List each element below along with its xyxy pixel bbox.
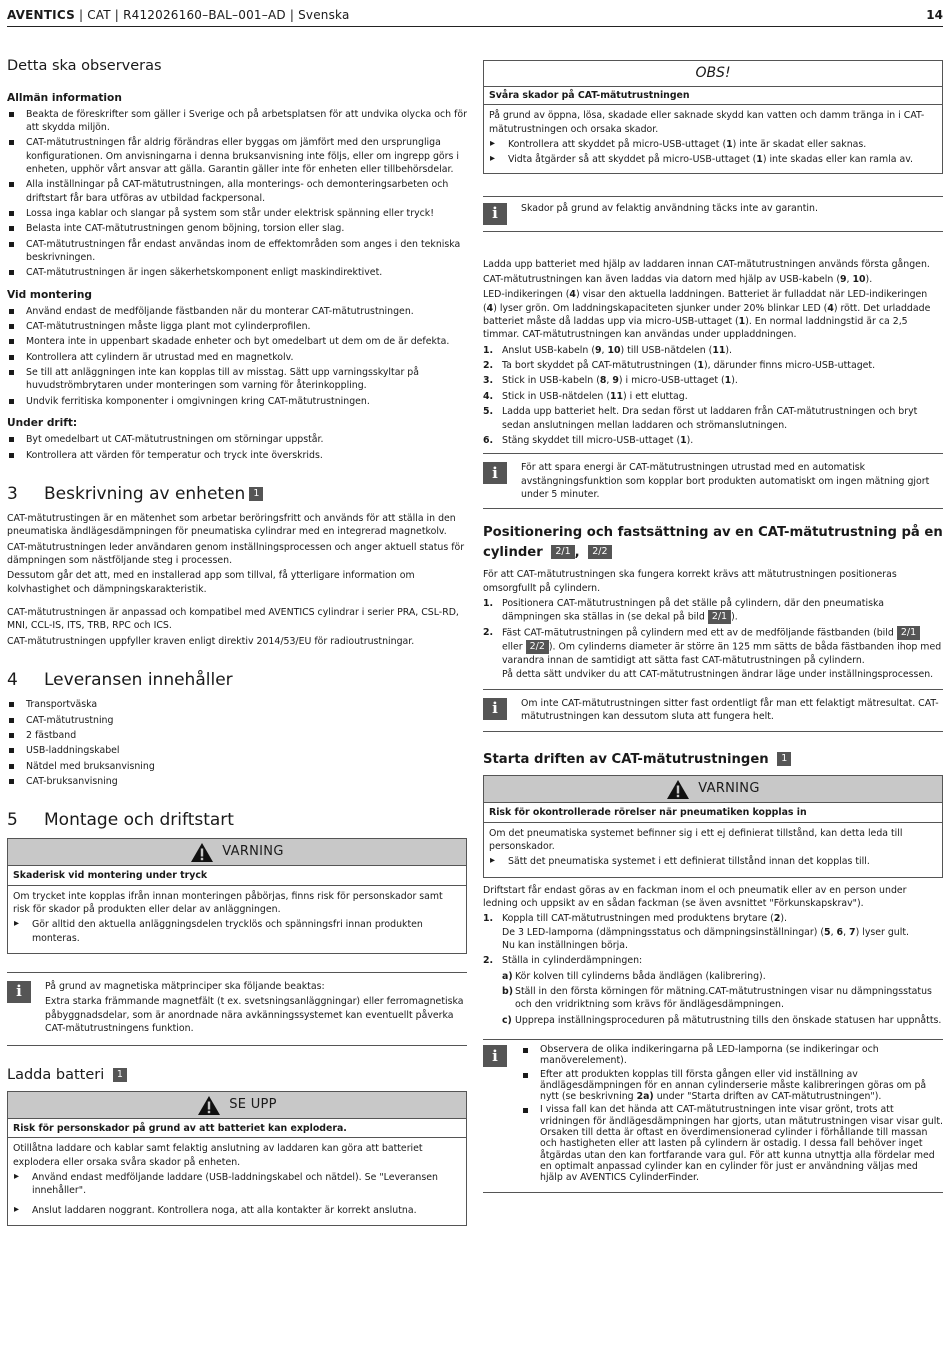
caution-body: [8, 1138, 466, 1225]
list-item: ▸ Gör alltid den aktuella anläggningsdelen trycklös och spänningsfri innan produkten monteras.: [13, 918, 461, 945]
list-item: CAT-mätutrustningen får aldrig förändras eller byggas om jämfört med den ursprungliga konfigurationen. Om anvisningarna i denna bruksanvisning inte följs, eller om ingrepp görs i enheten, upphör vårt ansvar att gälla. Garantin gäller inte för enheten eller tillbehörsdelar.: [7, 136, 467, 176]
caution-subtitle: Risk för personskador på grund av att batteriet kan explodera.: [8, 1119, 466, 1138]
warning-triangle-icon: [197, 1095, 221, 1116]
warning-title: VARNING: [222, 844, 284, 860]
info-icon: i: [483, 1045, 507, 1067]
warning-subtitle: Skaderisk vid montering under tryck: [8, 866, 466, 885]
list-item: Efter att produkten kopplas till första gången eller vid inställning av ändlägesdämpningen för en annan cylinderserie måste kalibreringen göras om på nytt (se beskrivning 2a) under "Starta driften av CAT-mätutrustningen").: [521, 1069, 943, 1103]
list-item: 3. Stick in USB-kabeln (8, 9) i micro-USB-uttaget (1).: [483, 375, 738, 387]
section-heading: Positionering och fastsättning av en CAT-mätutrustning på en cylinder: [483, 525, 943, 560]
caution-title-bar: [8, 1092, 466, 1119]
warning-box-start: [483, 775, 943, 877]
warning-box-mounting: [7, 838, 467, 954]
list-item: Observera de olika indikeringarna på LED-lamporna (se indikeringar och manöverelement).: [521, 1044, 943, 1067]
warning-triangle-icon: [190, 842, 214, 863]
general-info-list: [7, 108, 467, 280]
paragraph: CAT-mätutrustningen uppfyller kraven enligt direktiv 2014/53/EU för radioutrustningar.: [7, 635, 415, 647]
info-icon: i: [7, 981, 31, 1003]
separator: ,: [574, 544, 580, 560]
list-item: 6. Stäng skyddet till micro-USB-uttaget (1).: [483, 434, 694, 446]
list-item: 2 fästband: [7, 729, 467, 742]
figure-badge: 2/2: [588, 545, 611, 559]
paragraph: På grund av magnetiska mätprinciper ska följande beaktas:: [45, 981, 325, 993]
paragraph: CAT-mätutrustningen kan även laddas via datorn med hjälp av USB-kabeln (9, 10).: [483, 274, 873, 286]
charge-battery-title: [7, 1066, 467, 1086]
list-item: Undvik ferritiska komponenter i omgivningen kring CAT-mätutrustningen.: [7, 395, 467, 408]
notice-body: [484, 105, 942, 172]
note-list: [521, 1044, 943, 1183]
list-item: ▸ Anslut laddaren noggrant. Kontrollera noga, att alla kontakter är korrekt anslutna.: [13, 1204, 461, 1217]
warning-actions: [489, 855, 937, 868]
operation-list: [7, 433, 467, 462]
section-heading: Montage och driftstart: [44, 810, 234, 831]
note-text: [45, 980, 467, 1037]
figure-badge: 1: [113, 1068, 127, 1082]
list-item: CAT-mätutrustning: [7, 714, 467, 727]
section-number: 4: [7, 670, 18, 691]
delivery-list: [7, 698, 467, 788]
caution-box-battery: [7, 1091, 467, 1226]
notice-subtitle: Svåra skador på CAT-mätutrustningen: [484, 87, 942, 105]
figure-badge: 2/1: [708, 610, 731, 624]
paragraph: Dessutom går det att, med en installerad app som tillval, få ytterligare information om kolvhastighet och dämpningskarakteristik.: [7, 570, 415, 595]
info-note-energy: [483, 453, 943, 509]
note-text: [521, 1044, 943, 1185]
paragraph: LED-indikeringen (4) visar den aktuella laddningen. Batteriet är fulladdat när LED-indikeringen (4) lyser grön. Om laddningskapaciteten sjunker under 20% blinkar LED (4) rött. Det urladdade batteriet måste då laddas upp via micro-USB-uttaget (1). En normal laddningstid är ca 2,5 timmar. CAT-mätutrustningen kan användas under uppladdningen.: [483, 289, 931, 341]
section-heading: Ladda batteri: [7, 1066, 105, 1083]
paragraph: För att CAT-mätutrustningen ska fungera korrekt krävs att mätutrustningen positioneras omsorgfullt på cylindern.: [483, 569, 897, 594]
list-item: CAT-mätutrustningen måste ligga plant mot cylinderprofilen.: [7, 320, 467, 333]
figure-badge: 2/1: [551, 545, 574, 559]
warning-text: Om det pneumatiska systemet befinner sig i ett ej definierat tillstånd, kan detta leda till personskador.: [489, 827, 903, 852]
list-item: 1. Anslut USB-kabeln (9, 10) till USB-nätdelen (11).: [483, 344, 732, 356]
list-item: Se till att anläggningen inte kan kopplas till av misstag. Sätt upp varningsskyltar på huvudströmbrytaren under monteringen som varning för återinkoppling.: [7, 366, 467, 393]
info-note-magnetic: [7, 972, 467, 1045]
warning-text: Om trycket inte kopplas ifrån innan monteringen påbörjas, finns risk för personskador samt risk för skador på produkten eller delar av anläggningen.: [13, 890, 443, 916]
right-column: [483, 60, 943, 1203]
note-text: Om inte CAT-mätutrustningen sitter fast ordentligt får man ett felaktigt mätresultat. CAT-mätutrustningen kan dessutom sluta att fungera helt.: [521, 698, 939, 723]
figure-badge: 1: [249, 487, 263, 501]
header-brand: AVENTICS: [7, 8, 75, 22]
info-icon: i: [483, 203, 507, 225]
page-number: 14: [926, 8, 943, 22]
paragraph: Ladda upp batteriet med hjälp av laddaren innan CAT-mätutrustningen används första gången.: [483, 258, 930, 270]
list-item: c) Upprepa inställningsproceduren på mätutrustning tills den önskade statusen har uppnåtts.: [502, 1014, 942, 1026]
info-note-warranty: [483, 196, 943, 232]
list-item: Alla inställningar på CAT-mätutrustningen, alla monterings- och demonteringsarbeten och driftstart får bara utföras av utbildad fackpersonal.: [7, 178, 467, 205]
list-item: Beakta de föreskrifter som gäller i Sverige och på arbetsplatsen för att undvika olycka och för att skydda miljön.: [7, 108, 467, 135]
operation-title: Under drift:: [7, 417, 78, 430]
list-item: Använd endast de medföljande fästbanden när du monterar CAT-mätutrustningen.: [7, 305, 467, 318]
positioning-steps: [483, 597, 943, 681]
list-item: 5. Ladda upp batteriet helt. Dra sedan först ut laddaren från CAT-mätutrustningen och bryt sedan anslutningen mellan laddaren och strömanslutningen.: [483, 406, 918, 431]
list-item: 2. Fäst CAT-mätutrustningen på cylindern med ett av de medföljande fästbanden (bild 2/1 eller 2/2 ). Om cylinderns diameter är större än 125 mm sätts de båda fästbanden ihop med varandra innan de samtidigt att sätta fast CAT-mätutrustningen på cylindern. På detta sätt undviker du att CAT-mätutrustningen ändrar läge under inställningsprocessen.: [483, 627, 942, 680]
info-note-indications: [483, 1039, 943, 1193]
list-item: Kontrollera att värden för temperatur och tryck inte överskrids.: [7, 449, 467, 462]
warning-title-bar: [484, 776, 942, 803]
list-item: b) Ställ in den första körningen för mätning.CAT-mätutrustningen visar nu dämpningsstatus och den vridriktning som krävs för ändlägesdämpningen.: [502, 986, 932, 1011]
caution-title: SE UPP: [229, 1096, 277, 1112]
section-heading: Leveransen innehåller: [44, 670, 233, 691]
section-3-title: [7, 482, 467, 506]
left-column: [7, 56, 467, 1232]
warning-subtitle: Risk för okontrollerade rörelser när pneumatiken kopplas in: [484, 803, 942, 822]
header-doc-info: | CAT | R412026160–BAL–001–AD | Svenska: [74, 8, 350, 22]
list-item: 4. Stick in USB-nätdelen (11) i ett eluttag.: [483, 390, 688, 402]
list-item: 1. Koppla till CAT-mätutrustningen med produktens brytare (2). De 3 LED-lamporna (dämpningsstatus och dämpningsinställningar) (5, 6, 7) lyser gult. Nu kan inställningen börja.: [483, 913, 910, 951]
mounting-title: Vid montering: [7, 288, 93, 301]
warning-body: [484, 823, 942, 877]
list-item: Belasta inte CAT-mätutrustningen genom böjning, torsion eller slag.: [7, 222, 467, 235]
notice-box: [483, 60, 943, 174]
list-item: Nätdel med bruksanvisning: [7, 760, 467, 773]
list-item: 2. Ställa in cylinderdämpningen:: [483, 955, 643, 967]
warning-actions: [13, 918, 461, 945]
page-header: [7, 7, 943, 27]
section-title-observe: Detta ska observeras: [7, 58, 162, 74]
start-steps: [483, 912, 943, 967]
section-heading: Beskrivning av enheten: [44, 483, 246, 504]
section-4-title: [7, 668, 467, 692]
list-item: ▸ Sätt det pneumatiska systemet i ett definierat tillstånd innan det kopplas till.: [489, 855, 937, 868]
list-item: Lossa inga kablar och slangar på system som står under elektrisk spänning eller tryck!: [7, 207, 467, 220]
notice-text: På grund av öppna, lösa, skadade eller saknade skydd kan vatten och damm tränga in i CAT-mätutrustningen och orsaka skador.: [489, 110, 925, 135]
list-item: ▸ Vidta åtgärder så att skyddet på micro-USB-uttaget (1) inte skadas eller kan ramla av.: [489, 153, 937, 166]
paragraph: CAT-mätutrustingen är en mätenhet som arbetar beröringsfritt och används för att ställa in den pneumatiska ändlägesdämpningen för pneumatiska cylindrar med en integrerad magnetkolv.: [7, 513, 456, 538]
caution-actions: [13, 1171, 461, 1217]
list-item: I vissa fall kan det hända att CAT-mätutrustningen inte visar grönt, trots att vridningen för ändlägesdämpningen har gjorts, utan mätutrustningen visar visar gult. Orsaken till detta är oftast en överdimensionerad cylinder i förhållande till massan och hastigheten eller att lasten på cylindern är ostadig. I dessa fall behöver inget åtgärdas utan den kan fortfarande vara gul. För att kunna utnyttja alla fördelar med en optimalt anpassad cylinder kan en cylinder för just er användning väljas med hjälp av AVENTICS CylinderFinder.: [521, 1104, 943, 1183]
list-item: USB-laddningskabel: [7, 744, 467, 757]
charge-steps: [483, 344, 943, 447]
note-text: Skador på grund av felaktig användning täcks inte av garantin.: [521, 202, 818, 214]
mounting-list: [7, 305, 467, 408]
list-item: Montera inte in uppenbart skadade enheter och byt omedelbart ut dem om de är defekta.: [7, 335, 467, 348]
general-info-title: Allmän information: [7, 91, 122, 104]
section-number: 5: [7, 810, 18, 831]
list-item: CAT-mätutrustningen får endast användas inom de effektområden som anges i den tekniska beskrivningen.: [7, 238, 467, 265]
list-item: a) Kör kolven till cylinderns båda ändlägen (kalibrering).: [502, 970, 766, 982]
list-item: Kontrollera att cylindern är utrustad med en magnetkolv.: [7, 351, 467, 364]
list-item: CAT-bruksanvisning: [7, 775, 467, 788]
positioning-title: [483, 523, 943, 562]
list-item: CAT-mätutrustningen är ingen säkerhetskomponent enligt maskindirektivet.: [7, 266, 467, 279]
warning-triangle-icon: [666, 779, 690, 800]
notice-actions: [489, 138, 937, 167]
paragraph: CAT-mätutrustningen är anpassad och kompatibel med AVENTICS cylindrar i serier PRA, CSL-RD, MNI, CCL-IS, ITS, TRB, RPC och ICS.: [7, 607, 459, 632]
note-text: För att spara energi är CAT-mätutrustningen utrustad med en automatisk avstängningsfunktion som kopplar bort produkten automatiskt om ingen mätning gjort under 5 minuter.: [521, 462, 930, 500]
figure-badge: 2/1: [897, 626, 920, 640]
warning-title-bar: [8, 839, 466, 866]
warning-body: [8, 886, 466, 953]
warning-title: VARNING: [698, 780, 760, 796]
figure-badge: 2/2: [526, 640, 549, 654]
start-substeps: [502, 970, 943, 1027]
figure-badge: 1: [777, 752, 791, 766]
section-5-title: [7, 808, 467, 832]
section-heading: Starta driften av CAT-mätutrustningen: [483, 751, 769, 767]
info-icon: i: [483, 698, 507, 720]
list-item: Byt omedelbart ut CAT-mätutrustningen om störningar uppstår.: [7, 433, 467, 446]
list-item: 1. Positionera CAT-mätutrustningen på det ställe på cylindern, där den pneumatiska dämpningen ska ställas in (se dekal på bild 2/1 ).: [483, 597, 884, 623]
notice-title: OBS!: [484, 61, 942, 87]
caution-text: Otillåtna laddare och kablar samt felaktig anslutning av laddaren kan göra att batteriet explodera eller orsaka svåra skador på enheten.: [13, 1143, 423, 1168]
info-icon: i: [483, 462, 507, 484]
section-number: 3: [7, 483, 18, 504]
info-note-fastening: [483, 689, 943, 732]
list-item: 2. Ta bort skyddet på CAT-mätutrustningen (1), därunder finns micro-USB-uttaget.: [483, 360, 876, 372]
paragraph: Driftstart får endast göras av en fackman inom el och pneumatik eller av en person under ledning och uppsikt av en sådan fackman (se även avsnittet "Förkunskapskrav").: [483, 884, 907, 909]
paragraph: CAT-mätutrustningen leder användaren genom inställningsprocessen och anger aktuell status för dämpningen som nästföljande steg i processen.: [7, 541, 465, 567]
list-item: ▸ Använd endast medföljande laddare (USB-laddningskabel och nätdel). Se "Leveransen innehåller".: [13, 1171, 461, 1198]
list-item: Transportväska: [7, 698, 467, 711]
start-operation-title: [483, 750, 943, 770]
list-item: ▸ Kontrollera att skyddet på micro-USB-uttaget (1) inte är skadat eller saknas.: [489, 138, 937, 151]
paragraph: Extra starka främmande magnetfält (t ex. svetsningsanläggningar) eller ferromagnetiska påbyggnadsdelar, som är anordnade nära avkänningssystemet kan eventuellt påverka CAT-mätutrustningens funktion.: [45, 996, 464, 1035]
